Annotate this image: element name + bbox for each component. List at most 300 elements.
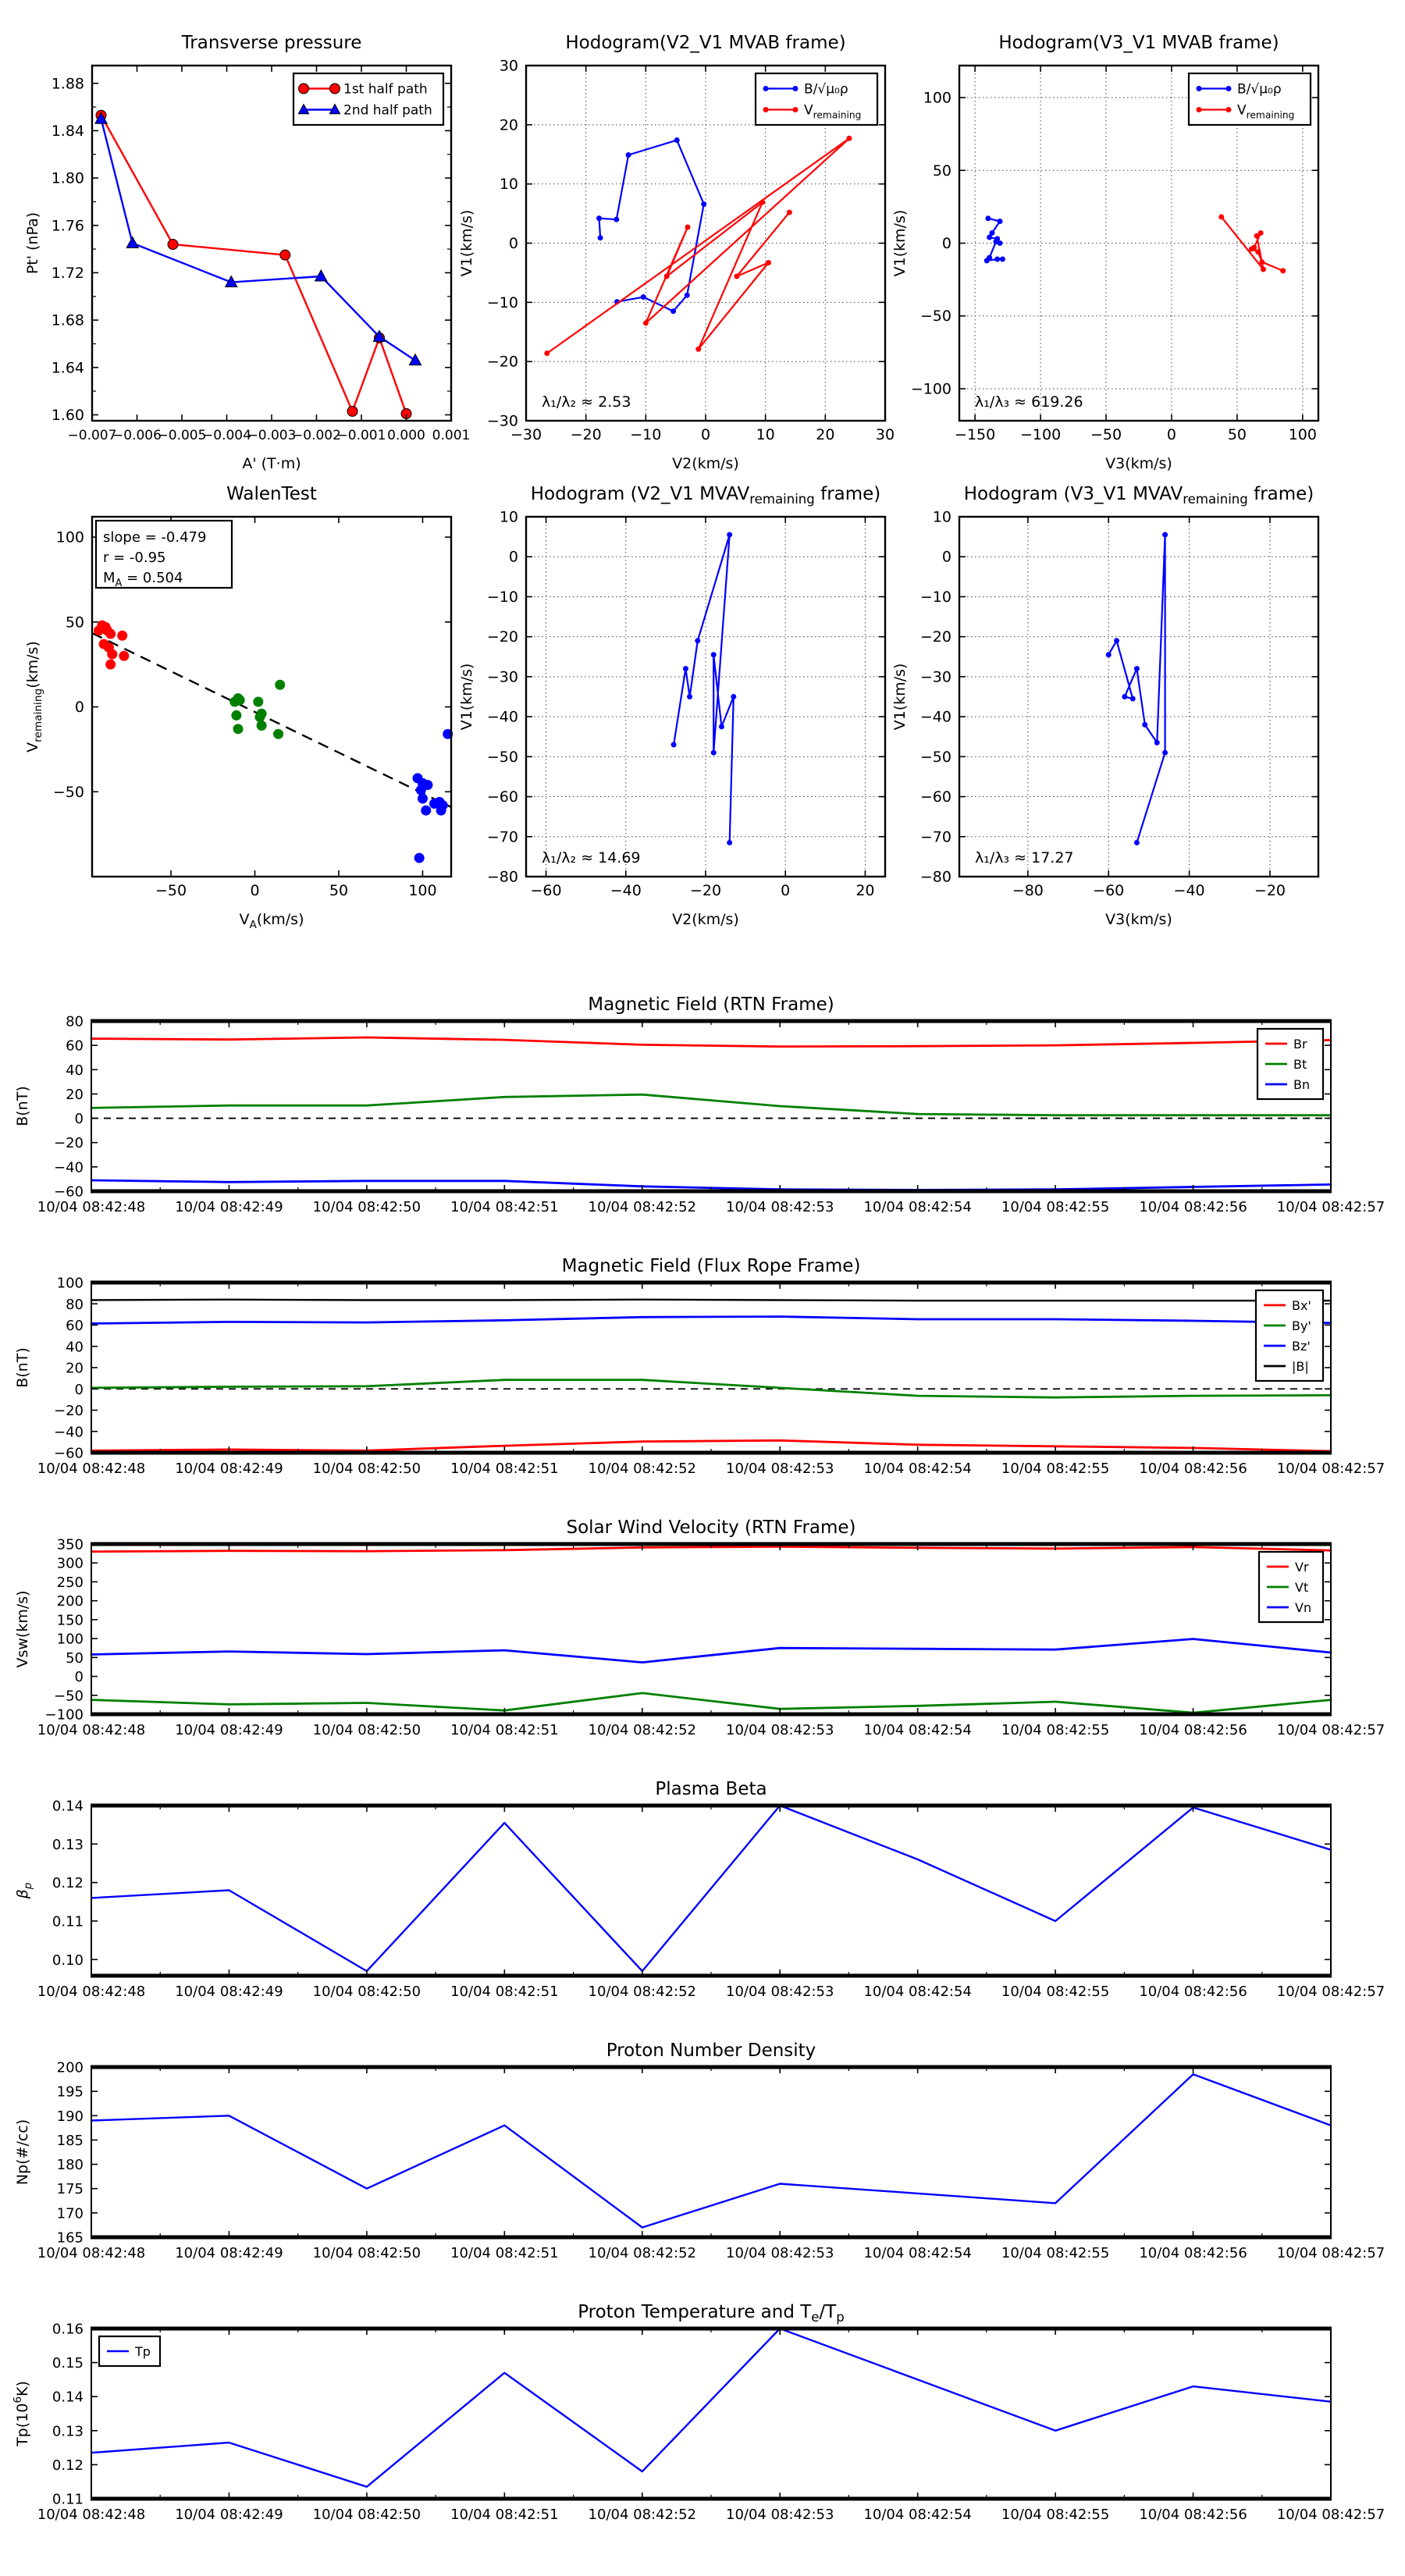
- svg-text:Vt: Vt: [1295, 1580, 1309, 1595]
- svg-text:−50: −50: [54, 1688, 84, 1705]
- point-marker: [998, 219, 1003, 224]
- svg-text:10/04 08:42:56: 10/04 08:42:56: [1139, 2507, 1247, 2523]
- point-marker: [727, 532, 732, 538]
- svg-text:10/04 08:42:57: 10/04 08:42:57: [1276, 2507, 1385, 2523]
- point-marker: [626, 152, 631, 158]
- svg-text:By': By': [1292, 1318, 1311, 1333]
- point-marker: [1226, 86, 1232, 91]
- svg-text:−100: −100: [44, 1706, 84, 1724]
- svg-text:0.10: 0.10: [52, 1952, 84, 1969]
- svg-text:−60: −60: [486, 788, 518, 806]
- y-axis-label: Pt' (nPa): [24, 212, 41, 275]
- svg-text:−50: −50: [1090, 426, 1122, 443]
- svg-text:−60: −60: [54, 1183, 84, 1201]
- point-marker: [1280, 268, 1286, 273]
- legend: [99, 2336, 160, 2366]
- point-marker: [1259, 259, 1264, 265]
- point-marker: [421, 806, 431, 816]
- svg-text:1.72: 1.72: [51, 264, 84, 282]
- svg-text:10/04 08:42:50: 10/04 08:42:50: [312, 2507, 422, 2523]
- svg-text:10/04 08:42:52: 10/04 08:42:52: [588, 1984, 696, 2000]
- point-marker: [1249, 246, 1254, 251]
- svg-text:20: 20: [66, 1360, 84, 1377]
- svg-text:−60: −60: [919, 788, 951, 806]
- svg-text:−100: −100: [1019, 426, 1062, 443]
- chart-title: Hodogram(V2_V1 MVAB frame): [565, 33, 846, 53]
- svg-text:20: 20: [816, 426, 835, 443]
- point-marker: [107, 649, 117, 660]
- point-marker: [1134, 666, 1140, 671]
- svg-text:−20: −20: [54, 1135, 84, 1152]
- point-marker: [685, 225, 691, 230]
- point-marker: [347, 406, 357, 416]
- svg-text:−20: −20: [486, 353, 518, 371]
- svg-text:1.68: 1.68: [51, 311, 84, 329]
- svg-text:10/04 08:42:55: 10/04 08:42:55: [1001, 1199, 1110, 1215]
- svg-text:−60: −60: [530, 882, 562, 899]
- svg-text:0: 0: [74, 699, 84, 717]
- svg-text:80: 80: [66, 1013, 84, 1030]
- svg-text:−20: −20: [919, 628, 951, 646]
- svg-text:1st half path: 1st half path: [343, 81, 428, 98]
- y-axis-label: $V_{remaining}(km/s)$: [24, 641, 44, 753]
- svg-text:−50: −50: [919, 308, 951, 326]
- svg-text:10/04 08:42:54: 10/04 08:42:54: [863, 2245, 972, 2261]
- point-marker: [119, 651, 129, 661]
- point-marker: [674, 137, 680, 143]
- point-marker: [1258, 230, 1264, 236]
- point-marker: [598, 235, 603, 240]
- svg-text:50: 50: [65, 614, 84, 632]
- point-marker: [1154, 740, 1160, 745]
- svg-text:10/04 08:42:57: 10/04 08:42:57: [1276, 1722, 1385, 1738]
- point-marker: [984, 258, 990, 263]
- point-marker: [1000, 257, 1005, 262]
- legend: [1259, 1552, 1323, 1622]
- chart-title: WalenTest: [226, 484, 317, 504]
- svg-text:−80: −80: [1012, 882, 1044, 899]
- svg-text:0: 0: [781, 882, 791, 899]
- svg-text:1.88: 1.88: [51, 75, 84, 93]
- point-marker: [280, 250, 290, 260]
- legend: [756, 73, 877, 125]
- point-marker: [1197, 107, 1202, 112]
- svg-text:0: 0: [1166, 426, 1177, 443]
- point-marker: [414, 853, 425, 863]
- svg-text:10/04 08:42:53: 10/04 08:42:53: [726, 1199, 834, 1215]
- svg-text:10/04 08:42:50: 10/04 08:42:50: [312, 2245, 422, 2261]
- legend: [293, 73, 443, 125]
- svg-text:−20: −20: [486, 628, 518, 646]
- svg-text:−70: −70: [486, 828, 518, 846]
- point-marker: [683, 666, 688, 671]
- svg-text:185: 185: [56, 2132, 84, 2149]
- x-axis-label: A' (T·m): [242, 455, 301, 472]
- svg-text:−10: −10: [486, 294, 518, 311]
- svg-text:−40: −40: [54, 1424, 84, 1441]
- x-axis-label: V2(km/s): [672, 455, 739, 472]
- legend: [1189, 73, 1311, 125]
- y-axis-label: V1(km/s): [891, 209, 909, 277]
- svg-text:10/04 08:42:56: 10/04 08:42:56: [1139, 1984, 1247, 2000]
- svg-text:0.14: 0.14: [52, 1798, 84, 1815]
- svg-text:10/04 08:42:54: 10/04 08:42:54: [863, 2507, 972, 2523]
- svg-text:0.000: 0.000: [387, 428, 425, 443]
- svg-text:10/04 08:42:52: 10/04 08:42:52: [588, 2245, 696, 2261]
- point-marker: [787, 210, 792, 215]
- point-marker: [544, 350, 550, 356]
- chart-title: Hodogram (V2_V1 $MVAV_{remaining}$ frame): [530, 484, 881, 507]
- svg-text:20: 20: [855, 882, 875, 899]
- svg-text:0: 0: [508, 235, 518, 252]
- svg-text:r = -0.95: r = -0.95: [103, 550, 166, 566]
- svg-text:−20: −20: [689, 882, 722, 899]
- svg-text:175: 175: [56, 2181, 84, 2198]
- svg-text:0: 0: [700, 426, 711, 443]
- svg-text:0.001: 0.001: [432, 428, 471, 443]
- svg-text:10/04 08:42:57: 10/04 08:42:57: [1276, 1199, 1385, 1215]
- svg-text:Tp: Tp: [135, 2344, 151, 2359]
- point-marker: [1106, 652, 1112, 657]
- svg-text:10/04 08:42:51: 10/04 08:42:51: [450, 2507, 559, 2523]
- svg-text:195: 195: [56, 2083, 84, 2101]
- svg-text:−0.005: −0.005: [157, 428, 207, 443]
- svg-text:10/04 08:42:52: 10/04 08:42:52: [588, 1722, 696, 1738]
- point-marker: [1142, 722, 1147, 728]
- point-marker: [763, 107, 769, 112]
- svg-text:0: 0: [941, 548, 951, 566]
- svg-text:−40: −40: [1173, 882, 1205, 899]
- point-marker: [670, 308, 676, 314]
- point-marker: [994, 239, 999, 244]
- svg-text:−50: −50: [486, 748, 518, 766]
- point-marker: [105, 660, 116, 670]
- svg-text:10/04 08:42:50: 10/04 08:42:50: [312, 1722, 422, 1738]
- svg-text:1.80: 1.80: [51, 169, 84, 187]
- chart-title: Plasma Beta: [655, 1779, 767, 1799]
- svg-text:30: 30: [875, 426, 895, 443]
- svg-text:10/04 08:42:56: 10/04 08:42:56: [1139, 2245, 1247, 2261]
- point-marker: [273, 729, 283, 739]
- point-marker: [727, 840, 732, 845]
- svg-text:10/04 08:42:49: 10/04 08:42:49: [175, 1722, 283, 1738]
- svg-text:100: 100: [1288, 426, 1317, 443]
- svg-text:0.13: 0.13: [52, 2423, 84, 2440]
- svg-text:10/04 08:42:55: 10/04 08:42:55: [1001, 1461, 1110, 1477]
- svg-text:10/04 08:42:56: 10/04 08:42:56: [1139, 1199, 1247, 1215]
- point-marker: [719, 724, 724, 729]
- svg-text:10: 10: [499, 508, 518, 526]
- point-marker: [1197, 86, 1202, 91]
- svg-text:0.12: 0.12: [52, 2457, 84, 2474]
- legend: [1257, 1029, 1323, 1099]
- svg-text:0.16: 0.16: [52, 2321, 84, 2338]
- point-marker: [664, 273, 670, 279]
- svg-text:10/04 08:42:48: 10/04 08:42:48: [37, 1199, 146, 1215]
- y-axis-label: Np(#/cc): [14, 2119, 31, 2186]
- point-marker: [1162, 532, 1168, 538]
- chart-title: Magnetic Field (Flux Rope Frame): [561, 1256, 861, 1276]
- svg-text:0: 0: [250, 882, 260, 899]
- svg-text:−40: −40: [54, 1159, 84, 1176]
- svg-text:100: 100: [408, 882, 437, 899]
- svg-text:100: 100: [56, 1275, 84, 1292]
- svg-text:−0.002: −0.002: [292, 428, 341, 443]
- svg-text:10/04 08:42:52: 10/04 08:42:52: [588, 2507, 696, 2523]
- chart-title: Magnetic Field (RTN Frame): [588, 994, 834, 1015]
- svg-text:10/04 08:42:51: 10/04 08:42:51: [450, 1722, 559, 1738]
- svg-text:−0.003: −0.003: [247, 428, 297, 443]
- svg-text:−10: −10: [630, 426, 662, 443]
- svg-text:10/04 08:42:48: 10/04 08:42:48: [37, 2507, 146, 2523]
- svg-text:−30: −30: [486, 668, 518, 686]
- svg-text:−0.007: −0.007: [67, 428, 117, 443]
- point-marker: [1226, 107, 1232, 112]
- svg-text:−40: −40: [486, 708, 518, 726]
- svg-text:10/04 08:42:53: 10/04 08:42:53: [726, 1722, 834, 1738]
- svg-text:250: 250: [56, 1574, 84, 1591]
- svg-text:0.15: 0.15: [52, 2355, 84, 2372]
- svg-text:20: 20: [66, 1086, 84, 1103]
- svg-text:300: 300: [56, 1555, 84, 1572]
- svg-text:10/04 08:42:56: 10/04 08:42:56: [1139, 1722, 1247, 1738]
- svg-text:10/04 08:42:52: 10/04 08:42:52: [588, 1461, 696, 1477]
- svg-text:0.14: 0.14: [52, 2389, 84, 2406]
- svg-text:50: 50: [66, 1649, 84, 1667]
- point-marker: [254, 712, 265, 722]
- point-marker: [1255, 249, 1261, 254]
- x-axis-label: V3(km/s): [1105, 911, 1172, 928]
- svg-text:−20: −20: [1254, 882, 1286, 899]
- svg-text:−70: −70: [919, 828, 951, 846]
- svg-text:10/04 08:42:54: 10/04 08:42:54: [863, 1984, 972, 2000]
- svg-text:10/04 08:42:51: 10/04 08:42:51: [450, 2245, 559, 2261]
- point-marker: [1114, 638, 1119, 643]
- svg-text:−10: −10: [486, 588, 518, 606]
- svg-text:−50: −50: [919, 748, 951, 766]
- y-axis-label: $\beta_p$: [14, 1882, 34, 1899]
- chart-title: Hodogram (V3_V1 $MVAV_{remaining}$ frame): [963, 484, 1314, 507]
- point-marker: [436, 806, 446, 816]
- svg-text:Bt: Bt: [1293, 1057, 1307, 1072]
- svg-text:100: 100: [923, 89, 951, 107]
- point-marker: [711, 652, 717, 657]
- x-axis-label: V3(km/s): [1105, 455, 1172, 472]
- svg-text:165: 165: [56, 2229, 84, 2247]
- svg-text:1.84: 1.84: [51, 122, 84, 140]
- point-marker: [687, 694, 692, 699]
- point-marker: [671, 742, 677, 747]
- point-marker: [994, 257, 1000, 262]
- point-marker: [299, 84, 309, 94]
- point-marker: [257, 720, 267, 731]
- svg-text:Vr: Vr: [1295, 1560, 1309, 1574]
- svg-text:10/04 08:42:54: 10/04 08:42:54: [863, 1199, 972, 1215]
- point-marker: [1218, 214, 1224, 219]
- point-marker: [1261, 267, 1266, 272]
- svg-text:Br: Br: [1293, 1037, 1307, 1051]
- point-marker: [275, 680, 285, 690]
- svg-text:190: 190: [56, 2108, 84, 2125]
- point-marker: [643, 320, 649, 326]
- y-axis-label: B(nT): [14, 1347, 31, 1388]
- svg-text:10/04 08:42:55: 10/04 08:42:55: [1001, 1984, 1110, 2000]
- point-marker: [1122, 694, 1127, 699]
- point-marker: [763, 86, 769, 91]
- y-axis-label: $Tp(10^6K)$: [12, 2381, 31, 2446]
- svg-text:50: 50: [329, 882, 349, 899]
- point-marker: [1162, 750, 1168, 756]
- svg-text:10/04 08:42:51: 10/04 08:42:51: [450, 1199, 559, 1215]
- point-marker: [731, 694, 736, 699]
- svg-text:0.11: 0.11: [52, 2491, 84, 2508]
- point-marker: [793, 107, 799, 112]
- point-marker: [1134, 840, 1140, 845]
- svg-text:0: 0: [941, 235, 951, 252]
- svg-text:10/04 08:42:50: 10/04 08:42:50: [312, 1984, 422, 2000]
- svg-text:Vremaining: $V_{remaining}$: [804, 102, 862, 121]
- y-axis-label: V1(km/s): [458, 209, 475, 277]
- svg-text:−20: −20: [54, 1403, 84, 1419]
- svg-text:10: 10: [932, 508, 951, 526]
- svg-text:10/04 08:42:55: 10/04 08:42:55: [1001, 1722, 1110, 1738]
- svg-text:Bx': Bx': [1292, 1298, 1311, 1313]
- svg-text:0.12: 0.12: [52, 1875, 84, 1892]
- svg-text:0.11: 0.11: [52, 1913, 84, 1930]
- svg-text:30: 30: [499, 57, 518, 75]
- y-axis-label: V1(km/s): [891, 663, 909, 731]
- svg-text:10/04 08:42:57: 10/04 08:42:57: [1276, 1461, 1385, 1477]
- svg-text:0: 0: [74, 1111, 84, 1128]
- svg-text:20: 20: [499, 116, 518, 134]
- svg-text:170: 170: [56, 2205, 84, 2222]
- svg-text:10/04 08:42:51: 10/04 08:42:51: [450, 1984, 559, 2000]
- point-marker: [168, 240, 178, 250]
- point-marker: [695, 638, 700, 643]
- svg-text:10: 10: [499, 176, 518, 194]
- svg-text:100: 100: [56, 1631, 84, 1648]
- svg-text:0: 0: [74, 1669, 84, 1686]
- point-marker: [253, 697, 263, 707]
- svg-text:10/04 08:42:57: 10/04 08:42:57: [1276, 2245, 1385, 2261]
- y-axis-label: Vsw(km/s): [14, 1590, 31, 1668]
- chart-title: Transverse pressure: [181, 33, 362, 53]
- svg-text:50: 50: [1227, 426, 1247, 443]
- svg-text:10/04 08:42:49: 10/04 08:42:49: [175, 1199, 283, 1215]
- svg-text:10/04 08:42:48: 10/04 08:42:48: [37, 1984, 146, 2000]
- svg-text:10/04 08:42:53: 10/04 08:42:53: [726, 1984, 834, 2000]
- svg-text:10/04 08:42:53: 10/04 08:42:53: [726, 2507, 834, 2523]
- y-axis-label: B(nT): [14, 1086, 31, 1126]
- svg-text:10/04 08:42:51: 10/04 08:42:51: [450, 1461, 559, 1477]
- svg-text:−20: −20: [570, 426, 602, 443]
- svg-text:B/√μ₀ρ: B/√μ₀ρ: [804, 81, 848, 98]
- svg-text:10/04 08:42:49: 10/04 08:42:49: [175, 2245, 283, 2261]
- svg-text:1.64: 1.64: [51, 359, 84, 377]
- point-marker: [695, 347, 701, 352]
- svg-text:−0.006: −0.006: [112, 428, 162, 443]
- lambda-annotation: λ₁/λ₂ ≈ 14.69: [542, 849, 641, 866]
- x-axis-label: V2(km/s): [672, 911, 739, 928]
- svg-text:10/04 08:42:55: 10/04 08:42:55: [1001, 2507, 1110, 2523]
- svg-text:−100: −100: [910, 380, 951, 398]
- lambda-annotation: λ₁/λ₂ ≈ 2.53: [542, 393, 631, 411]
- point-marker: [233, 724, 244, 734]
- svg-text:Bz': Bz': [1292, 1339, 1311, 1354]
- svg-text:−30: −30: [919, 668, 951, 686]
- svg-text:−150: −150: [955, 426, 996, 443]
- point-marker: [759, 200, 765, 205]
- legend: [1256, 1290, 1323, 1381]
- svg-text:−60: −60: [1093, 882, 1125, 899]
- y-axis-label: V1(km/s): [458, 663, 475, 731]
- svg-text:10/04 08:42:49: 10/04 08:42:49: [175, 2507, 283, 2523]
- svg-text:−10: −10: [919, 588, 951, 606]
- point-marker: [847, 136, 852, 141]
- x-axis-label: $V_A(km/s)$: [239, 911, 304, 931]
- svg-text:Bn: Bn: [1293, 1077, 1311, 1092]
- point-marker: [793, 86, 799, 91]
- chart-title: Solar Wind Velocity (RTN Frame): [566, 1517, 856, 1538]
- point-marker: [235, 695, 245, 705]
- svg-text:200: 200: [56, 1593, 84, 1610]
- svg-text:10/04 08:42:48: 10/04 08:42:48: [37, 2245, 146, 2261]
- svg-text:10: 10: [756, 426, 775, 443]
- svg-text:−0.001: −0.001: [336, 428, 386, 443]
- svg-text:200: 200: [56, 2059, 84, 2076]
- point-marker: [105, 629, 116, 639]
- svg-text:−40: −40: [919, 708, 951, 726]
- svg-text:−40: −40: [610, 882, 642, 899]
- svg-text:0: 0: [74, 1381, 84, 1398]
- svg-text:−0.004: −0.004: [202, 428, 251, 443]
- svg-text:−30: −30: [486, 412, 518, 430]
- svg-text:10/04 08:42:56: 10/04 08:42:56: [1139, 1461, 1247, 1477]
- svg-text:−60: −60: [54, 1445, 84, 1462]
- svg-text:10/04 08:42:48: 10/04 08:42:48: [37, 1461, 146, 1477]
- svg-text:60: 60: [66, 1037, 84, 1055]
- svg-text:10/04 08:42:50: 10/04 08:42:50: [312, 1461, 422, 1477]
- x-tick-labels: [68, 428, 471, 443]
- point-marker: [117, 631, 127, 641]
- point-marker: [987, 235, 992, 240]
- svg-text:350: 350: [56, 1536, 84, 1553]
- chart-title: Hodogram(V3_V1 MVAB frame): [998, 33, 1279, 53]
- svg-text:−80: −80: [919, 868, 951, 886]
- stats-box: [96, 521, 232, 589]
- svg-text:50: 50: [932, 162, 951, 180]
- point-marker: [766, 260, 771, 265]
- point-marker: [985, 215, 991, 221]
- lambda-annotation: λ₁/λ₃ ≈ 619.26: [975, 393, 1083, 411]
- point-marker: [614, 217, 619, 222]
- point-marker: [330, 84, 340, 94]
- svg-text:|B|: |B|: [1292, 1359, 1309, 1374]
- svg-text:1.60: 1.60: [51, 406, 84, 424]
- svg-text:10/04 08:42:55: 10/04 08:42:55: [1001, 2245, 1110, 2261]
- svg-text:150: 150: [56, 1612, 84, 1629]
- point-marker: [734, 273, 739, 279]
- svg-text:10/04 08:42:52: 10/04 08:42:52: [588, 1199, 696, 1215]
- svg-text:40: 40: [66, 1339, 84, 1356]
- point-marker: [685, 293, 690, 298]
- svg-text:−50: −50: [52, 783, 84, 801]
- svg-text:−80: −80: [486, 868, 518, 886]
- point-marker: [422, 780, 432, 790]
- svg-text:−50: −50: [155, 882, 187, 899]
- svg-text:10/04 08:42:57: 10/04 08:42:57: [1276, 1984, 1385, 2000]
- svg-text:0.13: 0.13: [52, 1836, 84, 1853]
